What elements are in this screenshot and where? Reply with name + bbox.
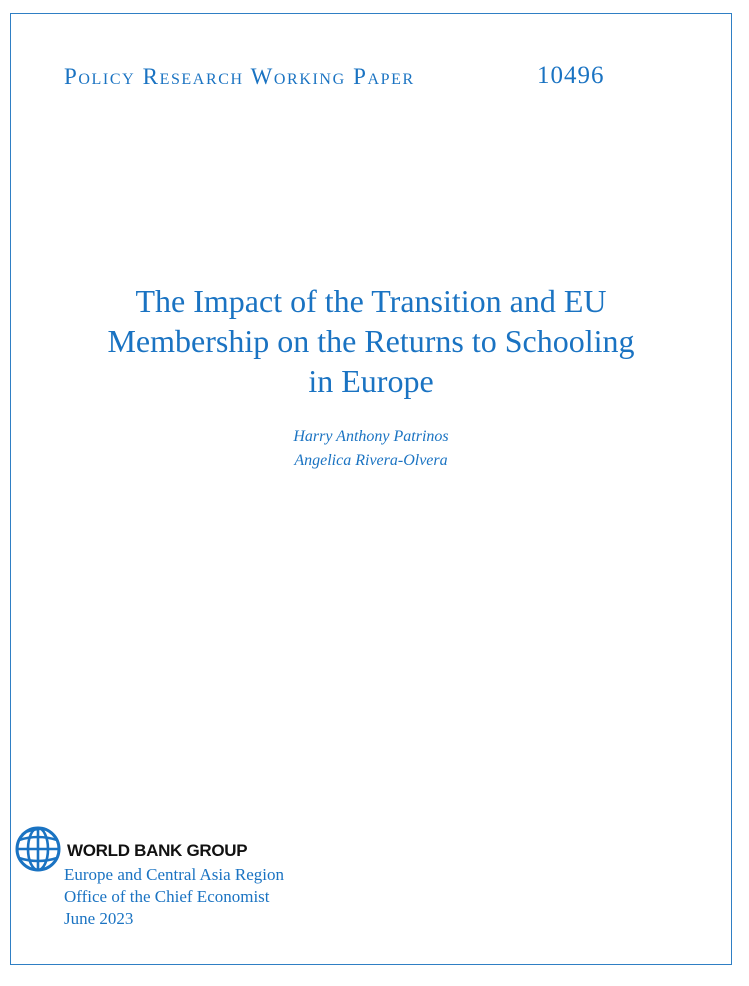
organization-name: WORLD BANK GROUP <box>67 841 248 860</box>
region: Europe and Central Asia Region <box>64 865 285 884</box>
title-line: in Europe <box>308 363 434 399</box>
publication-info <box>64 864 284 930</box>
page-border <box>10 13 732 965</box>
author-name: Harry Anthony Patrinos <box>293 428 449 445</box>
author-list <box>40 425 702 473</box>
office: Office of the Chief Economist <box>64 887 270 906</box>
paper-title <box>40 281 702 401</box>
title-line: The Impact of the Transition and EU <box>135 283 607 319</box>
paper-number: 10496 <box>537 62 605 89</box>
author-name: Angelica Rivera-Olvera <box>294 452 448 469</box>
series-name: Policy Research Working Paper <box>64 64 415 89</box>
title-line: Membership on the Returns to Schooling <box>107 323 635 359</box>
publication-date: June 2023 <box>64 909 134 928</box>
globe-icon <box>14 825 62 873</box>
